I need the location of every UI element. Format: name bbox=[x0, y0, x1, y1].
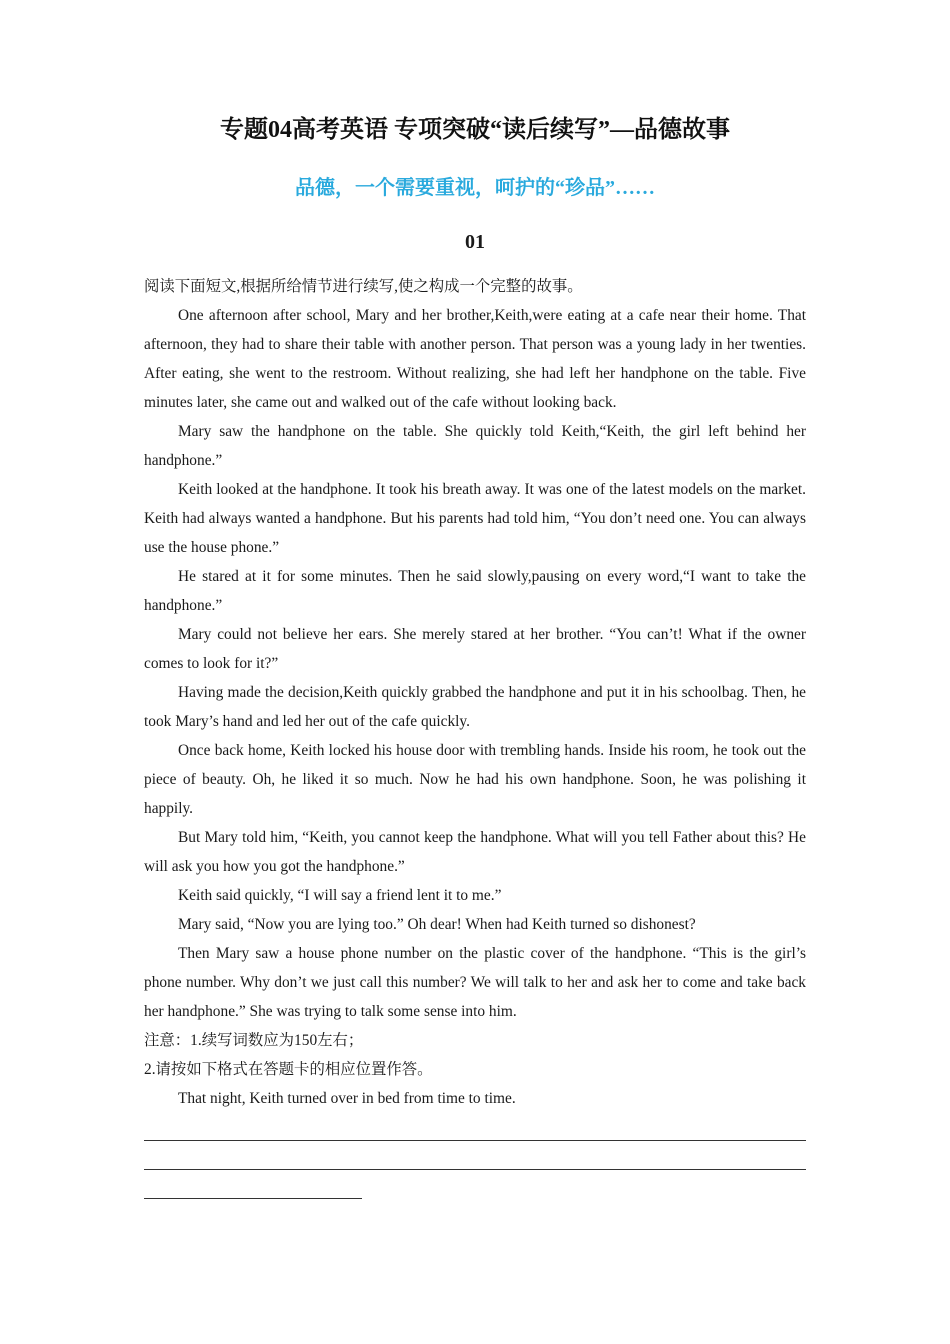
story-paragraph: Keith looked at the handphone. It took his breath away. It was one of the latest models on the market. Keith had always wanted a handphone. But his parents had told him, “You don’t need one. You can always use the house phone.” bbox=[144, 481, 806, 556]
answer-lines bbox=[144, 1140, 806, 1227]
story-paragraph: Then Mary saw a house phone number on the plastic cover of the handphone. “This is the girl’s phone number. Why don’t we just call this number? We will talk to her and ask her to come and take back her handphone.” She was trying to talk some sense into him. bbox=[144, 945, 806, 1020]
answer-line bbox=[144, 1198, 362, 1199]
document-title: 专题04高考英语 专项突破“读后续写”—品德故事 bbox=[220, 117, 730, 143]
answer-line bbox=[144, 1140, 806, 1141]
story-paragraph: One afternoon after school, Mary and her brother,Keith,were eating at a cafe near their home. That afternoon, they had to share their table with another person. That person was a young lady in her twenties. After eating, she went to the restroom. Without realizing, she had left her handphone on the table. Five minutes later, she came out and walked out of the cafe without looking back. bbox=[144, 307, 806, 411]
story-paragraph: Mary saw the handphone on the table. She quickly told Keith,“Keith, the girl left behind her handphone.” bbox=[144, 423, 806, 469]
note-line-1: 注意：1.续写词数应为150左右； bbox=[144, 1032, 364, 1049]
story-paragraph: Mary said, “Now you are lying too.” Oh dear! When had Keith turned so dishonest? bbox=[178, 916, 696, 933]
section-number: 01 bbox=[465, 231, 485, 253]
story-paragraph: Keith said quickly, “I will say a friend lent it to me.” bbox=[178, 887, 502, 904]
story-paragraph: Mary could not believe her ears. She merely stared at her brother. “You can’t! What if the owner comes to look for it?” bbox=[144, 626, 806, 672]
body-text bbox=[144, 272, 806, 1113]
story-paragraph: But Mary told him, “Keith, you cannot keep the handphone. What will you tell Father about this? He will ask you how you got the handphone.” bbox=[144, 829, 806, 875]
note-line-2: 2.请按如下格式在答题卡的相应位置作答。 bbox=[144, 1061, 433, 1078]
instruction-text: 阅读下面短文,根据所给情节进行续写,使之构成一个完整的故事。 bbox=[144, 278, 583, 295]
answer-line bbox=[144, 1169, 806, 1170]
story-paragraph: He stared at it for some minutes. Then he said slowly,pausing on every word,“I want to take the handphone.” bbox=[144, 568, 806, 614]
story-paragraph: Having made the decision,Keith quickly grabbed the handphone and put it in his schoolbag. Then, he took Mary’s hand and led her out of the cafe quickly. bbox=[144, 684, 806, 730]
story-paragraph: Once back home, Keith locked his house door with trembling hands. Inside his room, he took out the piece of beauty. Oh, he liked it so much. Now he had his own handphone. Soon, he was polishing it happily. bbox=[144, 742, 806, 817]
document-subtitle: 品德，一个需要重视，呵护的“珍品”…… bbox=[295, 177, 655, 199]
continuation-prompt: That night, Keith turned over in bed from time to time. bbox=[178, 1090, 516, 1107]
